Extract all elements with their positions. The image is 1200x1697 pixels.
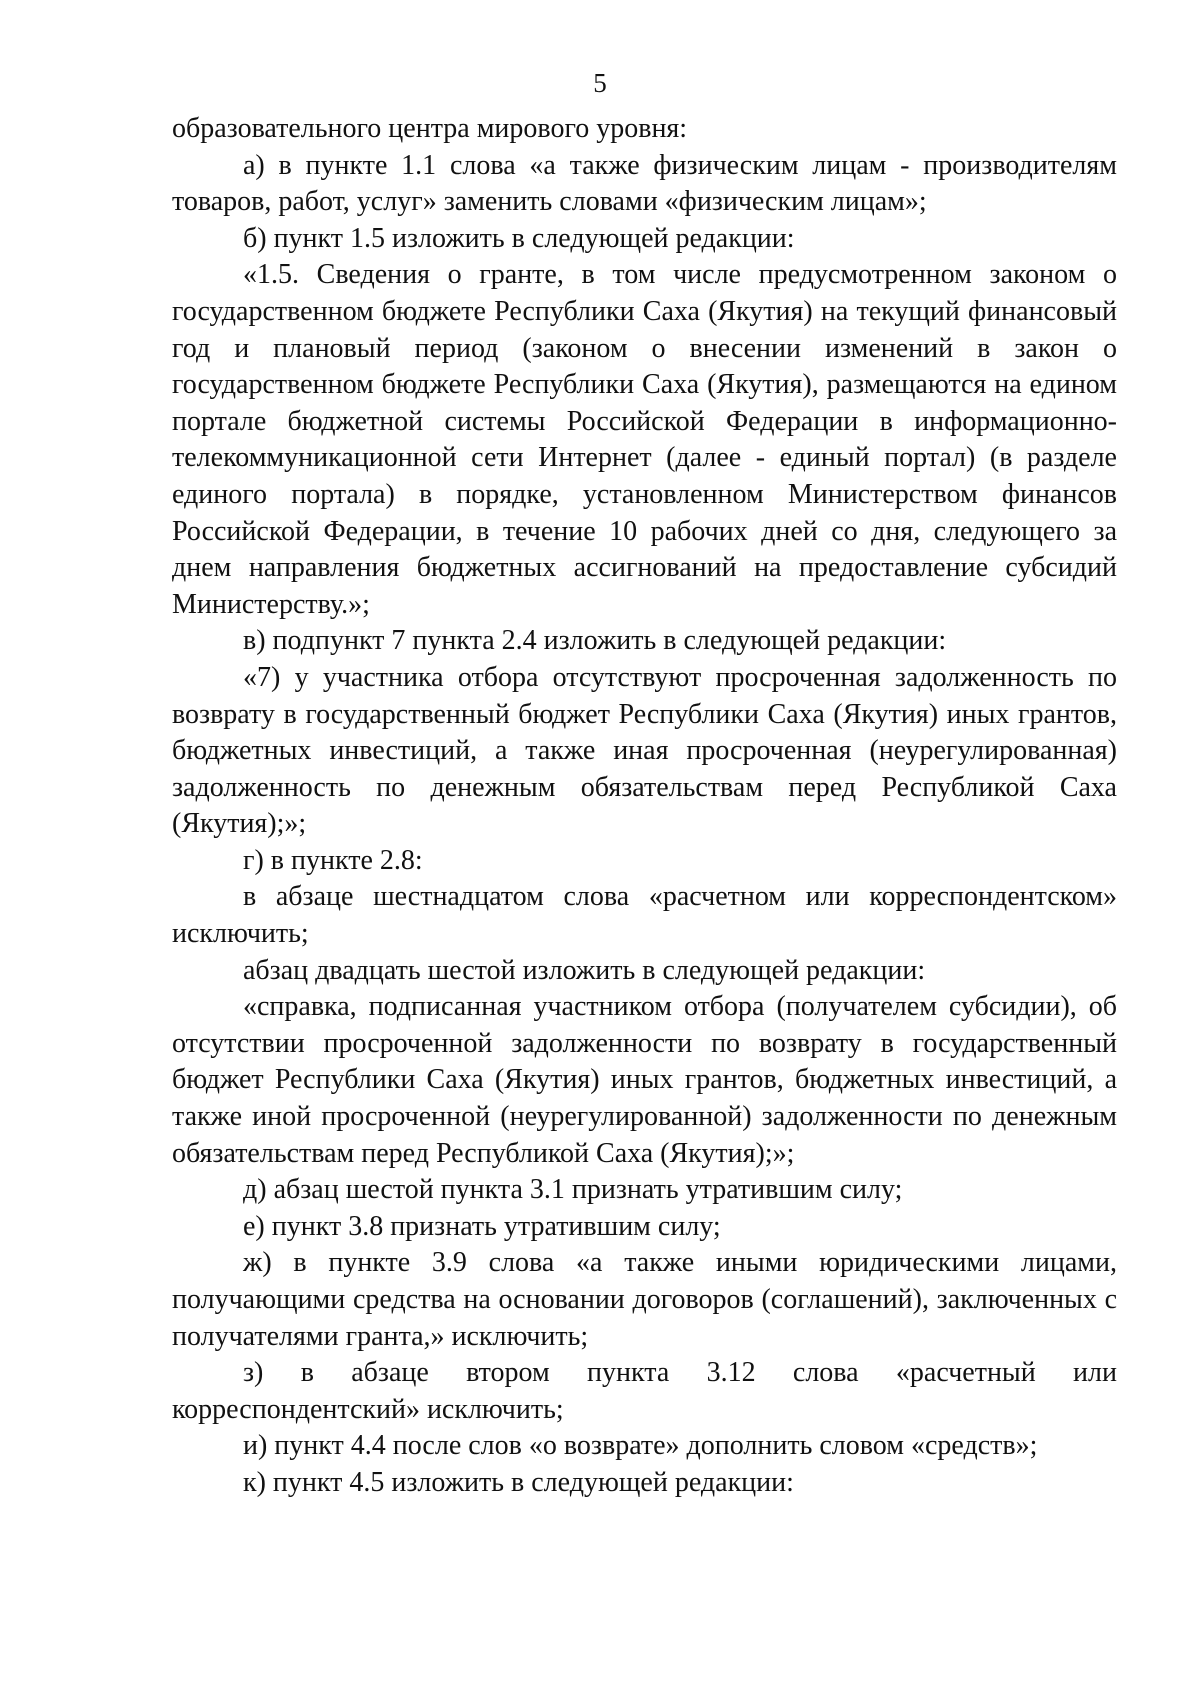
paragraph-item-k: к) пункт 4.5 изложить в следующей редакции: [243, 1466, 794, 1498]
paragraph-quote-spravka: «справка, подписанная участником отбора (получателем субсидии), об отсутствии просроченной задолженности по возврату в государственный бюджет Республики Саха (Якутия) иных грантов, бюджетных инвестиций, а также иной просроченной (неурегулированной) задолженности по денежным обязательствам перед Республикой Саха (Якутия);»; [172, 991, 1117, 1169]
paragraph-sixteenth-abzac: в абзаце шестнадцатом слова «расчетном или корреспондентском» исключить; [172, 881, 1117, 950]
paragraph-item-v: в) подпункт 7 пункта 2.4 изложить в следующей редакции: [243, 625, 947, 657]
paragraph-item-a: а) в пункте 1.1 слова «а также физическим лицам - производителям товаров, работ, услуг» заменить словами «физическим лицам»; [172, 149, 1117, 218]
paragraph-item-i: и) пункт 4.4 после слов «о возврате» дополнить словом «средств»; [243, 1430, 1038, 1462]
paragraph-item-z: з) в абзаце втором пункта 3.12 слова «расчетный или корреспондентский» исключить; [172, 1357, 1117, 1425]
paragraph-quote-7: «7) у участника отбора отсутствуют просроченная задолженность по возврату в государственный бюджет Республики Саха (Якутия) иных грантов, бюджетных инвестиций, а также иная просроченная (неурегулированная) задолженность по денежным обязательствам перед Республикой Саха (Якутия);»; [172, 661, 1117, 840]
paragraph-intro: образовательного центра мирового уровня: [172, 113, 688, 144]
paragraph-quote-1-5: «1.5. Сведения о гранте, в том числе предусмотренном законом о государственном бюджете Республики Саха (Якутия) на текущий финансовый год и плановый период (законом о внесении изменений в закон о государственном бюджете Республики Саха (Якутия), размещаются на едином портале бюджетной системы Российской Федерации в информационно-телекоммуникационной сети Интернет (далее - единый портал) (в разделе единого портала) в порядке, установленном Министерством финансов Российской Федерации, в течение 10 рабочих дней со дня, следующего за днем направления бюджетных ассигнований на предоставление субсидий Министерству.»; [172, 259, 1117, 620]
paragraph-item-g: г) в пункте 2.8: [243, 844, 423, 876]
paragraph-item-d: д) абзац шестой пункта 3.1 признать утратившим силу; [243, 1174, 903, 1206]
paragraph-item-zh: ж) в пункте 3.9 слова «а также иными юридическими лицами, получающими средства на основании договоров (соглашений), заключенных с получателями гранта,» исключить; [172, 1247, 1117, 1352]
paragraph-twenty-sixth-abzac: абзац двадцать шестой изложить в следующей редакции: [243, 954, 926, 986]
page-number: 5 [593, 68, 607, 98]
paragraph-item-e: е) пункт 3.8 признать утратившим силу; [243, 1210, 721, 1242]
document-body [172, 111, 1117, 1502]
paragraph-item-b: б) пункт 1.5 изложить в следующей редакции: [243, 222, 795, 254]
